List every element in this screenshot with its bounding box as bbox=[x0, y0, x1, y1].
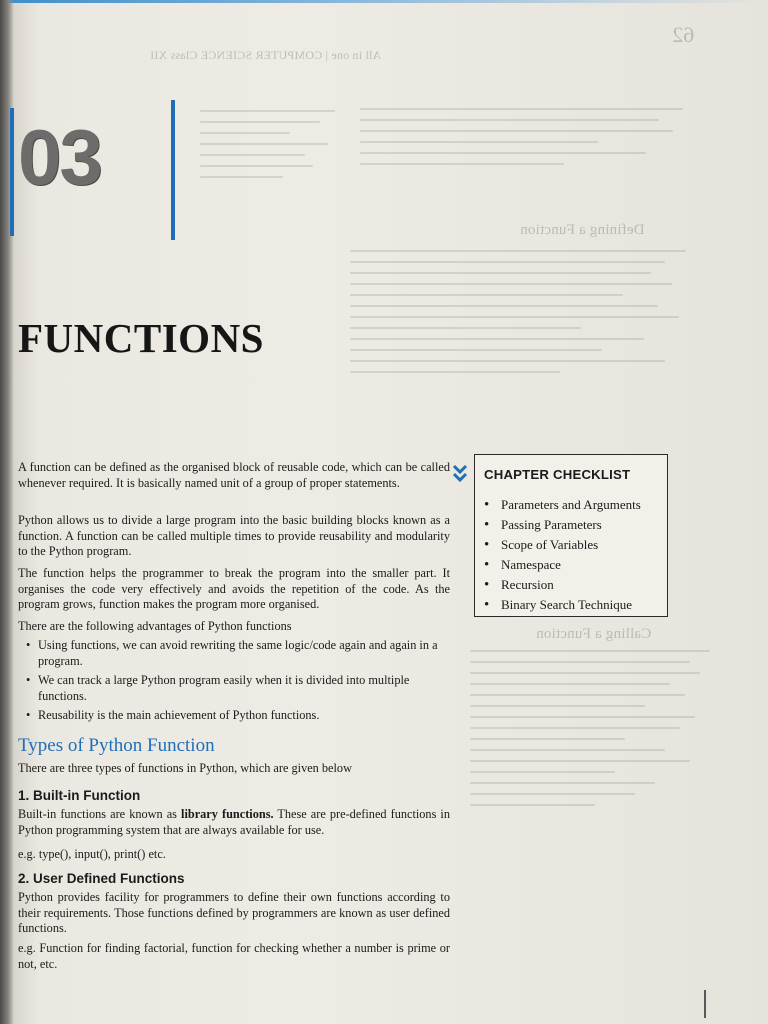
builtin-description: Built-in functions are known as library functions. These are pre-defined functions in Python programming system that are always available for use. bbox=[18, 807, 450, 837]
chapter-number: 03 bbox=[18, 113, 101, 201]
checklist-list bbox=[481, 495, 641, 615]
checklist-item: • Passing Parameters bbox=[481, 515, 641, 535]
bleed-through-header: All in one | COMPUTER SCIENCE Class XII bbox=[150, 48, 382, 62]
bleed-through-text-block-2 bbox=[350, 250, 700, 382]
chapter-checklist-box bbox=[474, 454, 668, 617]
builtin-example: e.g. type(), input(), print() etc. bbox=[18, 847, 166, 861]
checklist-item: • Scope of Variables bbox=[481, 535, 641, 555]
user-defined-example: e.g. Function for finding factorial, function for checking whether a number is prime or not, etc. bbox=[18, 941, 450, 971]
bleed-through-page-number: 62 bbox=[672, 22, 695, 47]
checklist-title: CHAPTER CHECKLIST bbox=[484, 467, 631, 482]
bleed-through-left-block bbox=[200, 110, 350, 187]
types-intro: There are three types of functions in Python, which are given below bbox=[18, 761, 352, 775]
subheading-user-defined: 2. User Defined Functions bbox=[18, 871, 185, 886]
intro-paragraph-1: A function can be defined as the organised block of reusable code, which can be called whenever required. It is basically named unit of a group of proper statements. bbox=[18, 460, 450, 490]
checklist-item: • Namespace bbox=[481, 555, 641, 575]
section-heading-types: Types of Python Function bbox=[18, 735, 215, 756]
list-item: • We can track a large Python program easily when it is divided into multiple functions. bbox=[22, 673, 450, 704]
chapter-accent-bar-left bbox=[10, 108, 14, 236]
bleed-through-text-block-3 bbox=[470, 650, 720, 815]
list-item: • Reusability is the main achievement of Python functions. bbox=[22, 708, 450, 724]
bleed-through-heading-2: Calling a Function bbox=[536, 626, 652, 642]
chapter-title: FUNCTIONS bbox=[18, 315, 264, 361]
bleed-through-heading-1: Defining a Function bbox=[520, 222, 645, 238]
double-chevron-down-icon bbox=[452, 464, 468, 484]
intro-paragraph-3: The function helps the programmer to break the program into the smaller part. It organises the code very effectively and avoids the repetition of the code. As the program grows, function makes the program more organised. bbox=[18, 566, 450, 611]
bleed-through-text-block bbox=[360, 108, 700, 174]
checklist-item: • Recursion bbox=[481, 575, 641, 595]
intro-paragraph-2: Python allows us to divide a large program into the basic building blocks known as a function. A function can be called multiple times to provide reusability and modularity to the Python program. bbox=[18, 513, 450, 558]
advantages-list bbox=[22, 638, 450, 728]
advantages-intro: There are the following advantages of Python functions bbox=[18, 619, 292, 633]
checklist-item: • Parameters and Arguments bbox=[481, 495, 641, 515]
chapter-accent-bar-right bbox=[171, 100, 175, 240]
pen-mark bbox=[704, 990, 706, 1018]
top-edge-line bbox=[0, 0, 768, 3]
list-item: • Using functions, we can avoid rewriting the same logic/code again and again in a program. bbox=[22, 638, 450, 669]
subheading-builtin: 1. Built-in Function bbox=[18, 788, 141, 803]
library-functions-term: library functions. bbox=[181, 807, 274, 821]
checklist-item: • Binary Search Technique bbox=[481, 595, 641, 615]
user-defined-description: Python provides facility for programmers to define their own functions according to their requirements. Those functions defined by programmers are known as user defined functions. bbox=[18, 890, 450, 935]
